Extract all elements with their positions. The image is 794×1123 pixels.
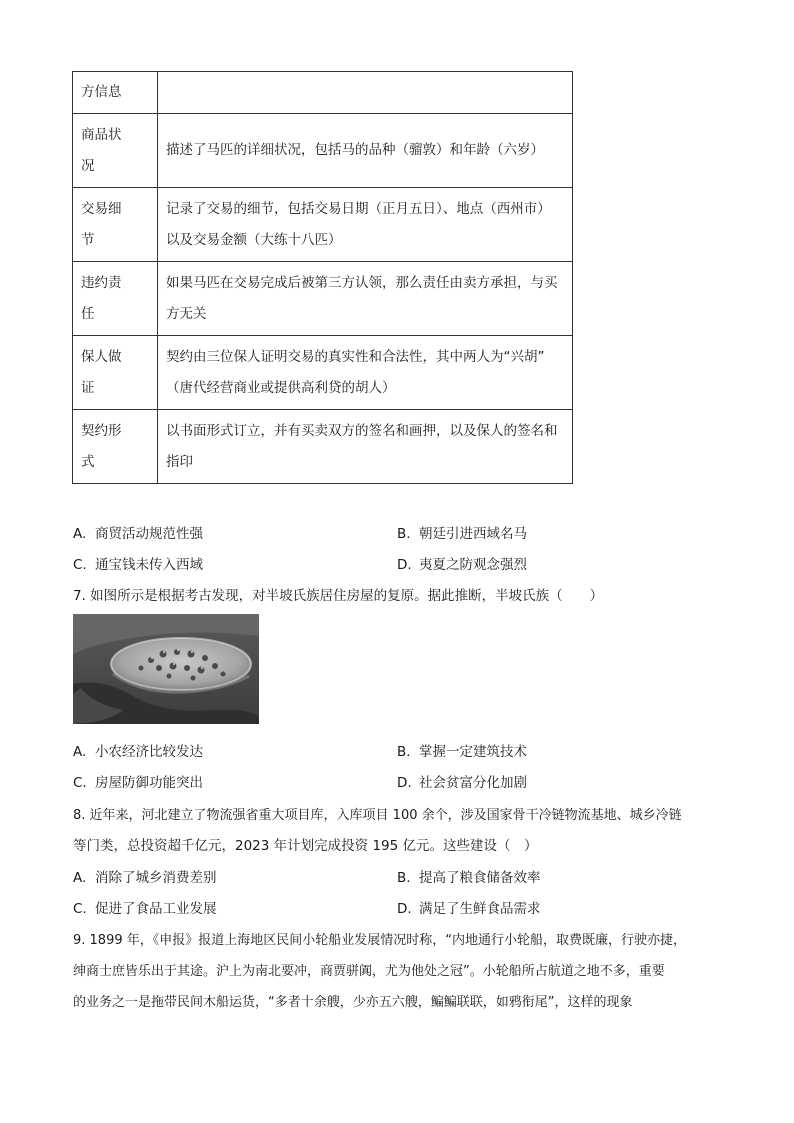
option-text: 通宝钱未传入西域 [95, 557, 203, 573]
banpo-house-reconstruction-image [73, 614, 259, 724]
q8-stem-line: 等门类，总投资超千亿元，2023 年计划完成投资 195 亿元。这些建设（ ） [73, 838, 538, 854]
option-text: 房屋防御功能突出 [95, 775, 203, 791]
table-row [73, 410, 573, 484]
option-text: 提高了粮食储备效率 [419, 870, 541, 886]
option-text: 促进了食品工业发展 [95, 901, 217, 917]
option-label: C. [73, 775, 87, 791]
key-line: 式 [81, 453, 95, 470]
key-line: 况 [81, 157, 95, 174]
option-label: A. [73, 744, 87, 760]
option-label: A. [73, 526, 87, 542]
option-text: 夷夏之防观念强烈 [419, 557, 527, 573]
option-label: A. [73, 870, 87, 886]
row-value [158, 336, 573, 410]
q8-stem-line: 8. 近年来，河北建立了物流强省重大项目库，入库项目 100 余个，涉及国家骨干冷链物流基地、城乡冷链 [73, 808, 682, 823]
row-key [73, 114, 158, 188]
contract-table [72, 71, 573, 484]
row-key [73, 72, 158, 114]
row-key [73, 336, 158, 410]
q6-option-b[interactable] [397, 522, 527, 542]
key-line: 节 [81, 231, 95, 248]
row-value [158, 262, 573, 336]
value-line: （唐代经营商业或提供高利贷的胡人） [166, 379, 396, 396]
q9-stem-line: 9. 1899 年，《申报》报道上海地区民间小轮船业发展情况时称，“内地通行小轮船，取费既廉，行驶亦捷， [73, 933, 686, 948]
table-row [73, 262, 573, 336]
option-text: 朝廷引进西域名马 [419, 526, 527, 542]
q8-option-b[interactable] [397, 866, 541, 886]
value-line: 以书面形式订立，并有买卖双方的签名和画押，以及保人的签名和 [166, 422, 558, 439]
q7-option-c[interactable] [73, 771, 203, 791]
option-text: 消除了城乡消费差别 [95, 870, 217, 886]
option-text: 社会贫富分化加剧 [419, 775, 527, 791]
value-line: 记录了交易的细节，包括交易日期（正月五日）、地点（西州市） [166, 200, 551, 217]
key-line: 交易细 [81, 200, 122, 217]
value-line: 以及交易金额（大练十八匹） [166, 231, 342, 248]
key-line: 方信息 [81, 84, 122, 100]
option-label: B. [397, 526, 411, 542]
q9-stem-line: 的业务之一是拖带民间木船运货，“多者十余艘，少亦五六艘，鳊鳊联联，如鸦衔尾”，这样的现象 [73, 995, 633, 1010]
option-label: B. [397, 870, 411, 886]
table-row [73, 188, 573, 262]
value-line: 方无关 [166, 305, 207, 322]
option-label: D. [397, 557, 412, 573]
q7-option-b[interactable] [397, 740, 527, 760]
option-text: 掌握一定建筑技术 [419, 744, 527, 760]
row-key [73, 262, 158, 336]
key-line: 契约形 [81, 422, 122, 439]
row-value [158, 410, 573, 484]
table-row [73, 114, 573, 188]
row-value [158, 188, 573, 262]
option-label: D. [397, 901, 412, 917]
q6-option-a[interactable] [73, 522, 203, 542]
value-line: 描述了马匹的详细状况，包括马的品种（骝敦）和年龄（六岁） [166, 142, 544, 158]
option-label: D. [397, 775, 412, 791]
option-text: 小农经济比较发达 [95, 744, 203, 760]
key-line: 保人做 [81, 348, 122, 365]
value-line: 如果马匹在交易完成后被第三方认领，那么责任由卖方承担，与买 [166, 274, 558, 291]
q7-stem: 7. 如图所示是根据考古发现，对半坡氏族居住房屋的复原。据此推断，半坡氏族（ ） [73, 588, 604, 604]
q7-option-a[interactable] [73, 740, 203, 760]
row-value [158, 72, 573, 114]
option-label: B. [397, 744, 411, 760]
row-key [73, 410, 158, 484]
row-key [73, 188, 158, 262]
option-text: 商贸活动规范性强 [95, 526, 203, 542]
option-label: C. [73, 901, 87, 917]
key-line: 违约责 [81, 274, 122, 291]
q8-option-c[interactable] [73, 897, 217, 917]
q8-option-a[interactable] [73, 866, 217, 886]
table-row [73, 336, 573, 410]
key-line: 商品状 [81, 126, 122, 143]
row-value [158, 114, 573, 188]
q8-option-d[interactable] [397, 897, 541, 917]
key-line: 任 [81, 305, 95, 322]
q9-stem-line: 绅商士庶皆乐出于其途。沪上为南北要冲，商贾骈阗，尤为他处之冠”。小轮船所占航道之地不多，重要 [73, 964, 665, 979]
q6-option-d[interactable] [397, 553, 527, 573]
value-line: 指印 [166, 453, 193, 470]
table-row [73, 72, 573, 114]
value-line: 契约由三位保人证明交易的真实性和合法性，其中两人为“兴胡” [166, 348, 545, 365]
option-text: 满足了生鲜食品需求 [419, 901, 541, 917]
q6-option-c[interactable] [73, 553, 203, 573]
q7-option-d[interactable] [397, 771, 527, 791]
key-line: 证 [81, 379, 95, 396]
option-label: C. [73, 557, 87, 573]
